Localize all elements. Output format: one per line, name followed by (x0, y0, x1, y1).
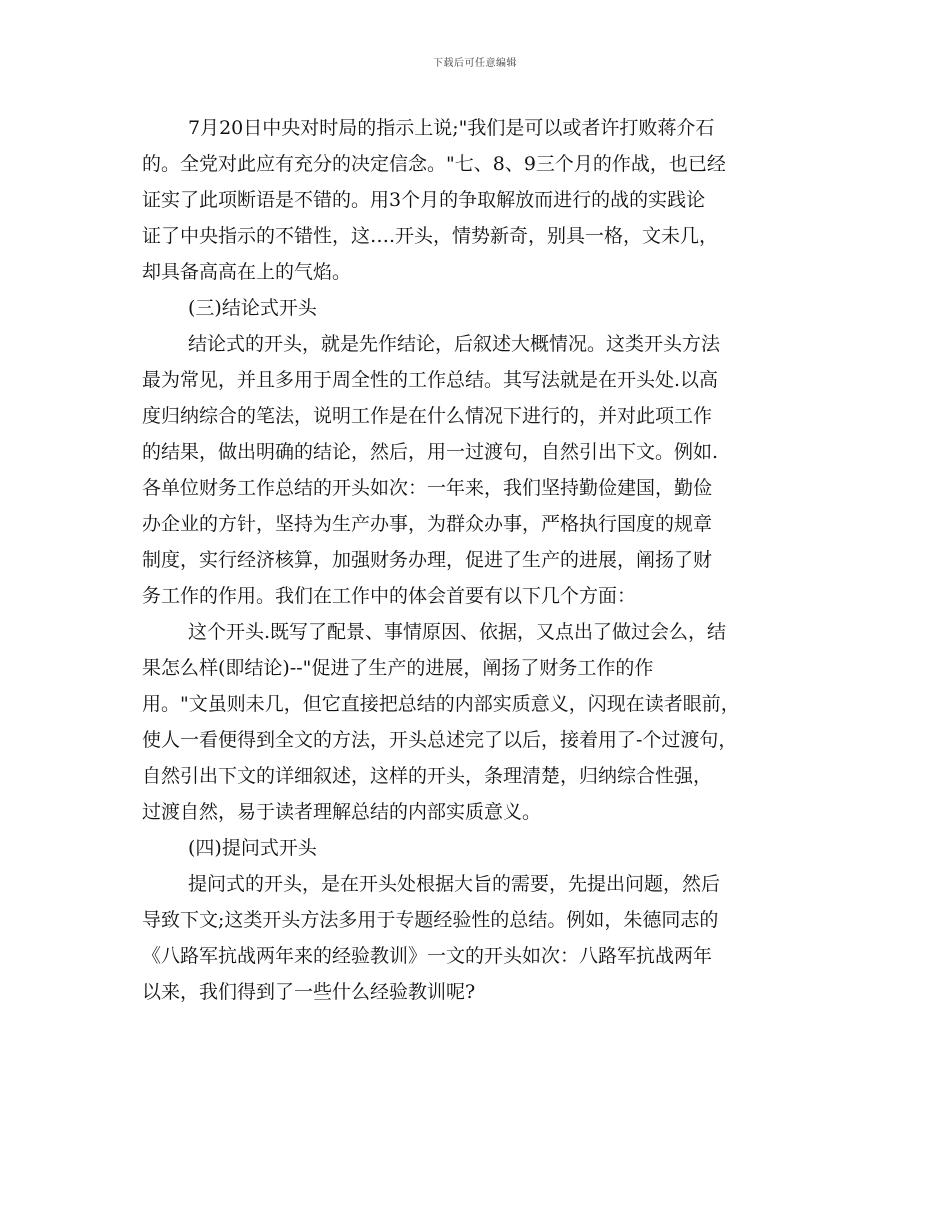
text-line: 各单位财务工作总结的开头如次：一年来，我们坚持勤俭建国，勤俭 (142, 477, 713, 499)
text-line: 果怎么样(即结论)--"促进了生产的进展，阐扬了财务工作的作 (142, 657, 654, 679)
text-line: 导致下文;这类开头方法多用于专题经验性的总结。例如，朱德同志的 (142, 909, 719, 931)
text-line: 《八路军抗战两年来的经验教训》一文的开头如次：八路军抗战两年 (142, 945, 713, 967)
text-line: (四)提问式开头 (188, 837, 317, 859)
text-line: 用。"文虽则未几，但它直接把总结的内部实质意义，闪现在读者眼前， (142, 693, 740, 715)
text-line: 提问式的开头，是在开头处根据大旨的需要，先提出问题，然后 (188, 873, 721, 895)
text-line: 务工作的作用。我们在工作中的体会首要有以下几个方面： (142, 585, 637, 607)
text-line: 这个开头.既写了配景、事情原因、依据，又点出了做过会么，结 (188, 621, 727, 643)
text-line: 制度，实行经济核算，加强财务办理，促进了生产的进展，阐扬了财 (142, 549, 713, 571)
text-line: 办企业的方针，坚持为生产办事，为群众办事，严格执行国度的规章 (142, 513, 713, 535)
text-line: 度归纳综合的笔法，说明工作是在什么情况下进行的，并对此项工作 (142, 405, 713, 427)
text-line: 却具备高高在上的气焰。 (142, 261, 352, 283)
text-line: 的结果，做出明确的结论，然后，用一过渡句，自然引出下文。例如. (142, 441, 719, 463)
text-line: 的。全党对此应有充分的决定信念。"七、8、9三个月的作战，也已经 (142, 153, 726, 175)
text-line: 证实了此项断语是不错的。用3个月的争取解放而进行的战的实践论 (142, 189, 706, 211)
text-line: 使人一看便得到全文的方法，开头总述完了以后，接着用了-个过渡句， (142, 729, 738, 751)
text-line: 自然引出下文的详细叙述，这样的开头，条理清楚，归纳综合性强， (142, 765, 713, 787)
text-line: 过渡自然，易于读者理解总结的内部实质意义。 (142, 801, 542, 823)
text-line: (三)结论式开头 (188, 297, 317, 319)
text-line: 以来，我们得到了一些什么经验教训呢? (142, 981, 476, 1003)
text-line: 7月20日中央对时局的指示上说;"我们是可以或者许打败蒋介石 (188, 117, 715, 139)
document-body (142, 110, 822, 1010)
page-header: 下载后可任意编辑 (433, 58, 517, 69)
text-line: 结论式的开头，就是先作结论，后叙述大概情况。这类开头方法 (188, 333, 721, 355)
text-line: 最为常见，并且多用于周全性的工作总结。其写法就是在开头处.以高 (142, 369, 719, 391)
text-line: 证了中央指示的不错性，这….开头，情势新奇，别具一格，文未几， (142, 225, 719, 247)
